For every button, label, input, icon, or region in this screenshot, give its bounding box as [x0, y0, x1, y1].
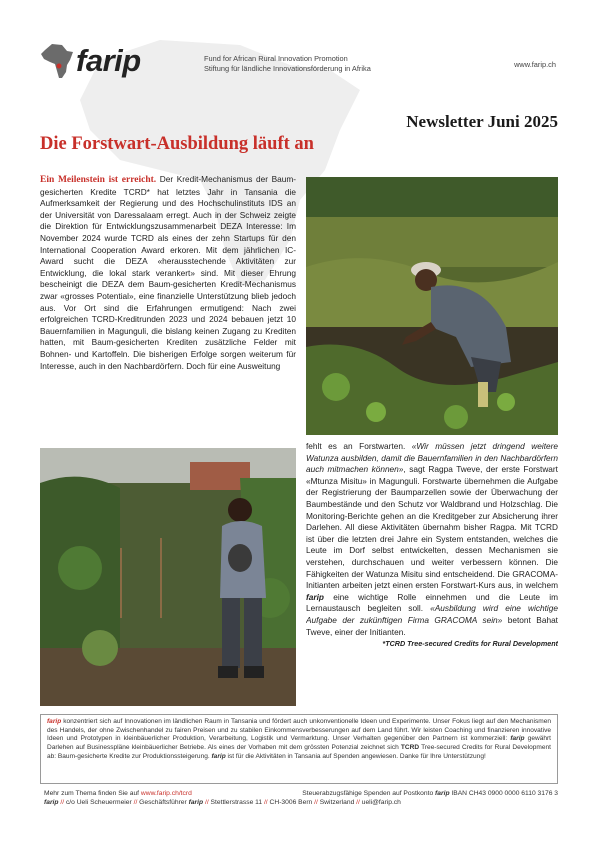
footer-sep: //	[133, 799, 140, 806]
article-body-2a: fehlt es an Forstwarten.	[306, 441, 412, 451]
footer-brand-1: farip	[44, 799, 59, 806]
footer-line-2	[44, 799, 558, 806]
footer-tax-label: Steuerabzugsfähige Spenden auf Postkonto	[302, 790, 436, 797]
footer-sep: //	[314, 799, 320, 806]
infobox-brand-1: farip	[47, 718, 62, 725]
footer-line-1	[44, 790, 558, 797]
tagline	[204, 54, 371, 74]
footer-city: CH-3006 Bern	[269, 799, 315, 806]
footer-iban: IBAN CH43 0900 0000 6110 3176 3	[449, 790, 558, 797]
article-body-1: Der Kredit-Mechanismus der Baum-gesicherten Kredite TCRD* hat letztes Jahr in Tansania die Aufmerksamkeit der Regierung und des Hochschulinstituts IDS an der Universität von Daressalaam erregt. Auch in der Schweiz zeigte die Direktion für Entwicklungszusammenarbeit DEZA Interesse: Im November 2024 wurde TCRD als eines der zehn Startups für den International Cooperation Award erkoren. Mit dem jährlichen IC-Award sucht die DEZA «herausstechende Aktivitäten zur Entwicklung, die lokal stark verankert» sind. Mit dieser Ehrung bescheinigt die DEZA dem Baum-gesicherten Kredit-Mechanismus zwar «grosses Potential», eine finanzielle Unterstützung blieb jedoch aus. Vor Ort sind die Erfahrungen ermutigend: Nach zwei erfolgreichen TCRD-Kreditrunden 2023 und 2024 bebauen jetzt 10 Bauernfamilien in Magunguli, die bislang keinen Zugang zu Krediten hatten, mit Baum-gesicherten Krediten zusätzliche Felder mit Bohnen- und Kartoffeln. Die bisherigen Erfolge sorgen weiterum für Interesse, auch in den Nachbardörfern. Doch für eine Ausweitung	[40, 174, 296, 371]
africa-logo-icon	[40, 42, 74, 80]
tcrd-footnote: *TCRD Tree-secured Credits for Rural Development	[382, 639, 558, 649]
footer-sep: //	[203, 799, 211, 806]
farip-logo[interactable]	[40, 42, 141, 80]
ragpa-quote: «Wir müssen jetzt dringend weitere Watunza ausbilden, damit die Bauernfamilien in den Nachbardörfern auch mitmachen können»	[306, 441, 558, 475]
footer-street: Stettlerstrasse 11	[210, 799, 264, 806]
website-link[interactable]: www.farip.ch	[514, 60, 556, 69]
footer-donation	[302, 790, 558, 797]
footer-country: Switzerland	[319, 799, 357, 806]
footer-more-info	[44, 790, 192, 797]
article-column-right	[306, 441, 558, 709]
footer-brand-2: farip	[188, 799, 204, 806]
logo-wordmark: farip	[76, 43, 141, 78]
infobox-tcrd: TCRD	[400, 744, 420, 752]
tagline-en: Fund for African Rural Innovation Promotion	[204, 54, 348, 63]
newsletter-title: Newsletter Juni 2025	[406, 112, 558, 131]
article-body-2d: betont Bahat Tweve, einer der Initianten.	[306, 614, 558, 637]
tagline-de: Stiftung für ländliche Innovationsförderung in Afrika	[204, 64, 371, 73]
infobox-text-1: konzentriert sich auf Innovationen im ländlichen Raum in Tansania und fördert auch unkonventionelle Ideen und Experimente. Unser Fokus liegt auf den Mechanismen des Handels, der ohne Zwischenhandel zu fairen Preisen und zu stabilen Einkommensverbesserungen auf dem Land führt. Wir leisten Coaching und finanzieren innovative Ideen und Prototypen in kleinbäuerlicher Produktion, Verarbeitung, Logistik und Vermarktung. Unser Verhalten gegenüber den Partnern ist kommerziell:	[47, 718, 551, 743]
article-body-2b: , sagt Ragpa Tweve, der erste Forstwart «Mtunza Misitu» in Magunguli. Forstwarte übernehmen die Aufgabe der Registrierung der Baumparzellen sowie der Überwachung der Baumbestände und den Schutz vor Waldbrand und Holzschlag. Die Monitoring-Berichte gehen an die Kreditgeber zur Absicherung ihrer Darlehen. All diese Aktivitäten übernahm bisher Ragpa. Mit TCRD ist über die letzten drei Jahre ein System entstanden, welches die Leute im Dorf selbst entwickelten, dessen Mechanismen sie verstehen, durchschauen und weiter verbessern können. Die Fähigkeiten der Watunza Misitu sind entscheidend. Die GRACOMA-Initianten arbeiten jetzt einen ersten Forstwart-Kurs aus, in welchem	[306, 464, 558, 591]
infobox-text-3: Tree-secured Credits for Rural Development ab: Baum-gesicherte Kredite zur Produktionssteigerung.	[47, 744, 551, 760]
article-lead: Ein Meilenstein ist erreicht.	[40, 175, 157, 185]
bahat-quote: «Ausbildung wird eine wichtige Aufgabe der zukünftigen Firma GRACOMA sein»	[306, 603, 558, 625]
footer-sep: //	[263, 799, 270, 806]
infobox-text-4: ist für die Aktivitäten in Tansania auf Spenden angewiesen. Danke für Ihre Unterstützung!	[225, 752, 486, 760]
infobox-brand-2: farip	[510, 735, 525, 743]
photo-man-planting	[306, 177, 558, 435]
article-headline: Die Forstwart-Ausbildung läuft an	[40, 134, 314, 154]
footer-co: c/o Ueli Scheuermeier	[65, 799, 134, 806]
footer-contact	[44, 799, 401, 806]
inline-brand: farip	[306, 591, 324, 602]
footer-tcrd-link[interactable]: www.farip.ch/tcrd	[140, 790, 192, 797]
footer-tax-brand: farip	[435, 790, 450, 797]
infobox-text-2: gewährt Darlehen auf Businesspläne kleinbäuerlicher Betriebe. Als eines der Vorhaben mit dem grössten Potenzial zeichnet sich	[47, 735, 551, 752]
footer-role: Geschäftsführer	[139, 799, 189, 806]
footer-more-label: Mehr zum Thema finden Sie auf	[44, 790, 141, 797]
footer-email[interactable]: ueli@farip.ch	[361, 799, 401, 806]
footer-sep: //	[58, 799, 66, 806]
article-column-left	[40, 174, 296, 438]
article-body-2c: eine wichtige Rolle einnehmen und die Leute im Lernaustausch begleiten soll.	[306, 591, 558, 614]
infobox-brand-3: farip	[211, 752, 226, 760]
about-farip-text	[47, 718, 551, 762]
footer-sep: //	[356, 799, 362, 806]
photo-boy-nursery	[40, 448, 296, 706]
about-farip-box	[40, 714, 558, 784]
